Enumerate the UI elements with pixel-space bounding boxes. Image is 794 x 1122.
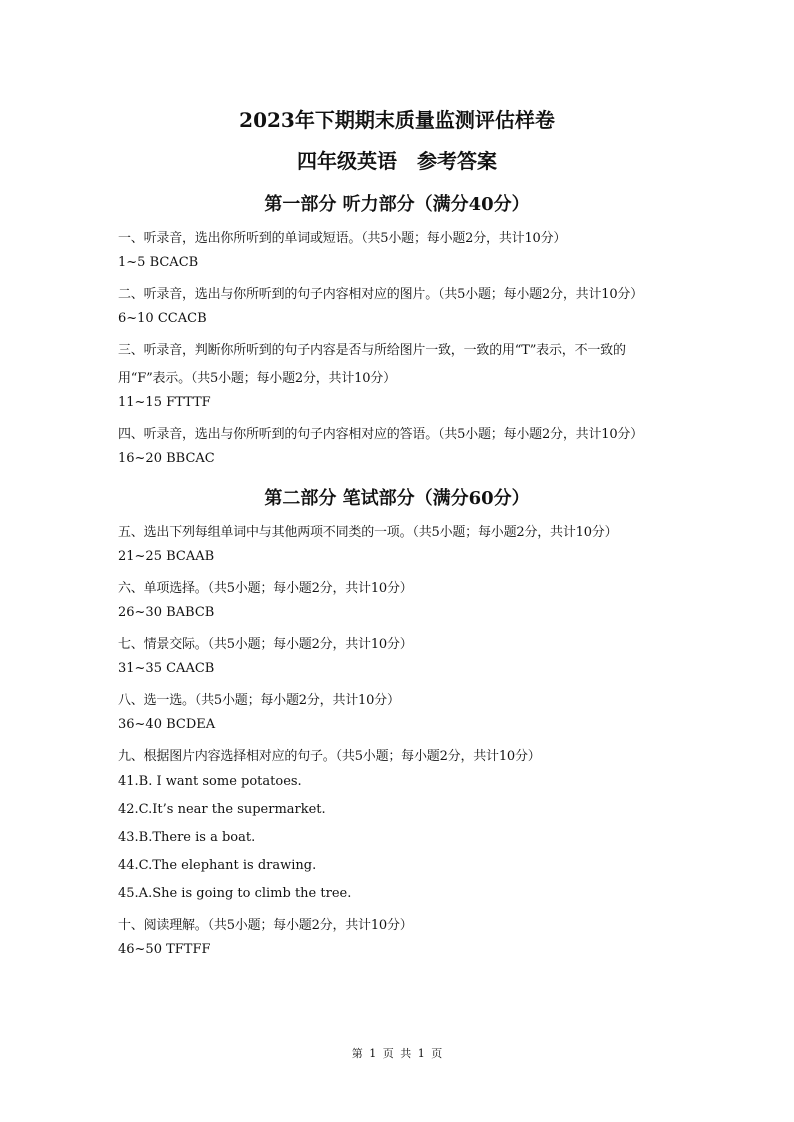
answer-9-41: 41.B. I want some potatoes.: [118, 774, 302, 789]
question-5: 五、选出下列每组单词中与其他两项不同类的一项。（共5小题；每小题2分，共计10分）: [118, 525, 618, 540]
answer-9-45: 45.A.She is going to climb the tree.: [118, 886, 352, 901]
answer-4: 16~20 BBCAC: [118, 451, 215, 466]
question-7: 七、情景交际。（共5小题；每小题2分，共计10分）: [118, 637, 413, 652]
question-8: 八、选一选。（共5小题；每小题2分，共计10分）: [118, 693, 400, 708]
answer-2: 6~10 CCACB: [118, 311, 207, 326]
answer-5: 21~25 BCAAB: [118, 549, 215, 564]
answer-7: 31~35 CAACB: [118, 661, 215, 676]
document-subtitle: 四年级英语 参考答案: [297, 149, 497, 173]
document-title: 2023年下期期末质量监测评估样卷: [239, 108, 555, 132]
answer-6: 26~30 BABCB: [118, 605, 215, 620]
question-9: 九、根据图片内容选择相对应的句子。（共5小题；每小题2分，共计10分）: [118, 749, 541, 764]
question-4: 四、听录音，选出与你所听到的句子内容相对应的答语。（共5小题；每小题2分，共计10分）: [118, 427, 643, 442]
answer-1: 1~5 BCACB: [118, 255, 199, 270]
question-10: 十、阅读理解。（共5小题；每小题2分，共计10分）: [118, 918, 413, 933]
answer-8: 36~40 BCDEA: [118, 717, 216, 732]
answer-3: 11~15 FTTTF: [118, 395, 211, 410]
answer-10: 46~50 TFTFF: [118, 942, 211, 957]
answer-9-43: 43.B.There is a boat.: [118, 830, 256, 845]
question-3-line2: 用“F”表示。（共5小题；每小题2分，共计10分）: [118, 371, 396, 386]
question-3-line1: 三、听录音，判断你所听到的句子内容是否与所给图片一致，一致的用“T”表示，不一致的: [118, 343, 626, 358]
answer-9-42: 42.C.It’s near the supermarket.: [118, 802, 326, 817]
answer-9-44: 44.C.The elephant is drawing.: [118, 858, 317, 873]
part1-heading: 第一部分 听力部分（满分40分）: [264, 194, 530, 215]
question-6: 六、单项选择。（共5小题；每小题2分，共计10分）: [118, 581, 413, 596]
page-footer: 第 1 页 共 1 页: [351, 1047, 443, 1060]
part2-heading: 第二部分 笔试部分（满分60分）: [264, 488, 530, 509]
question-2: 二、听录音，选出与你所听到的句子内容相对应的图片。（共5小题；每小题2分，共计10分）: [118, 287, 643, 302]
question-1: 一、听录音，选出你所听到的单词或短语。（共5小题；每小题2分，共计10分）: [118, 231, 567, 246]
